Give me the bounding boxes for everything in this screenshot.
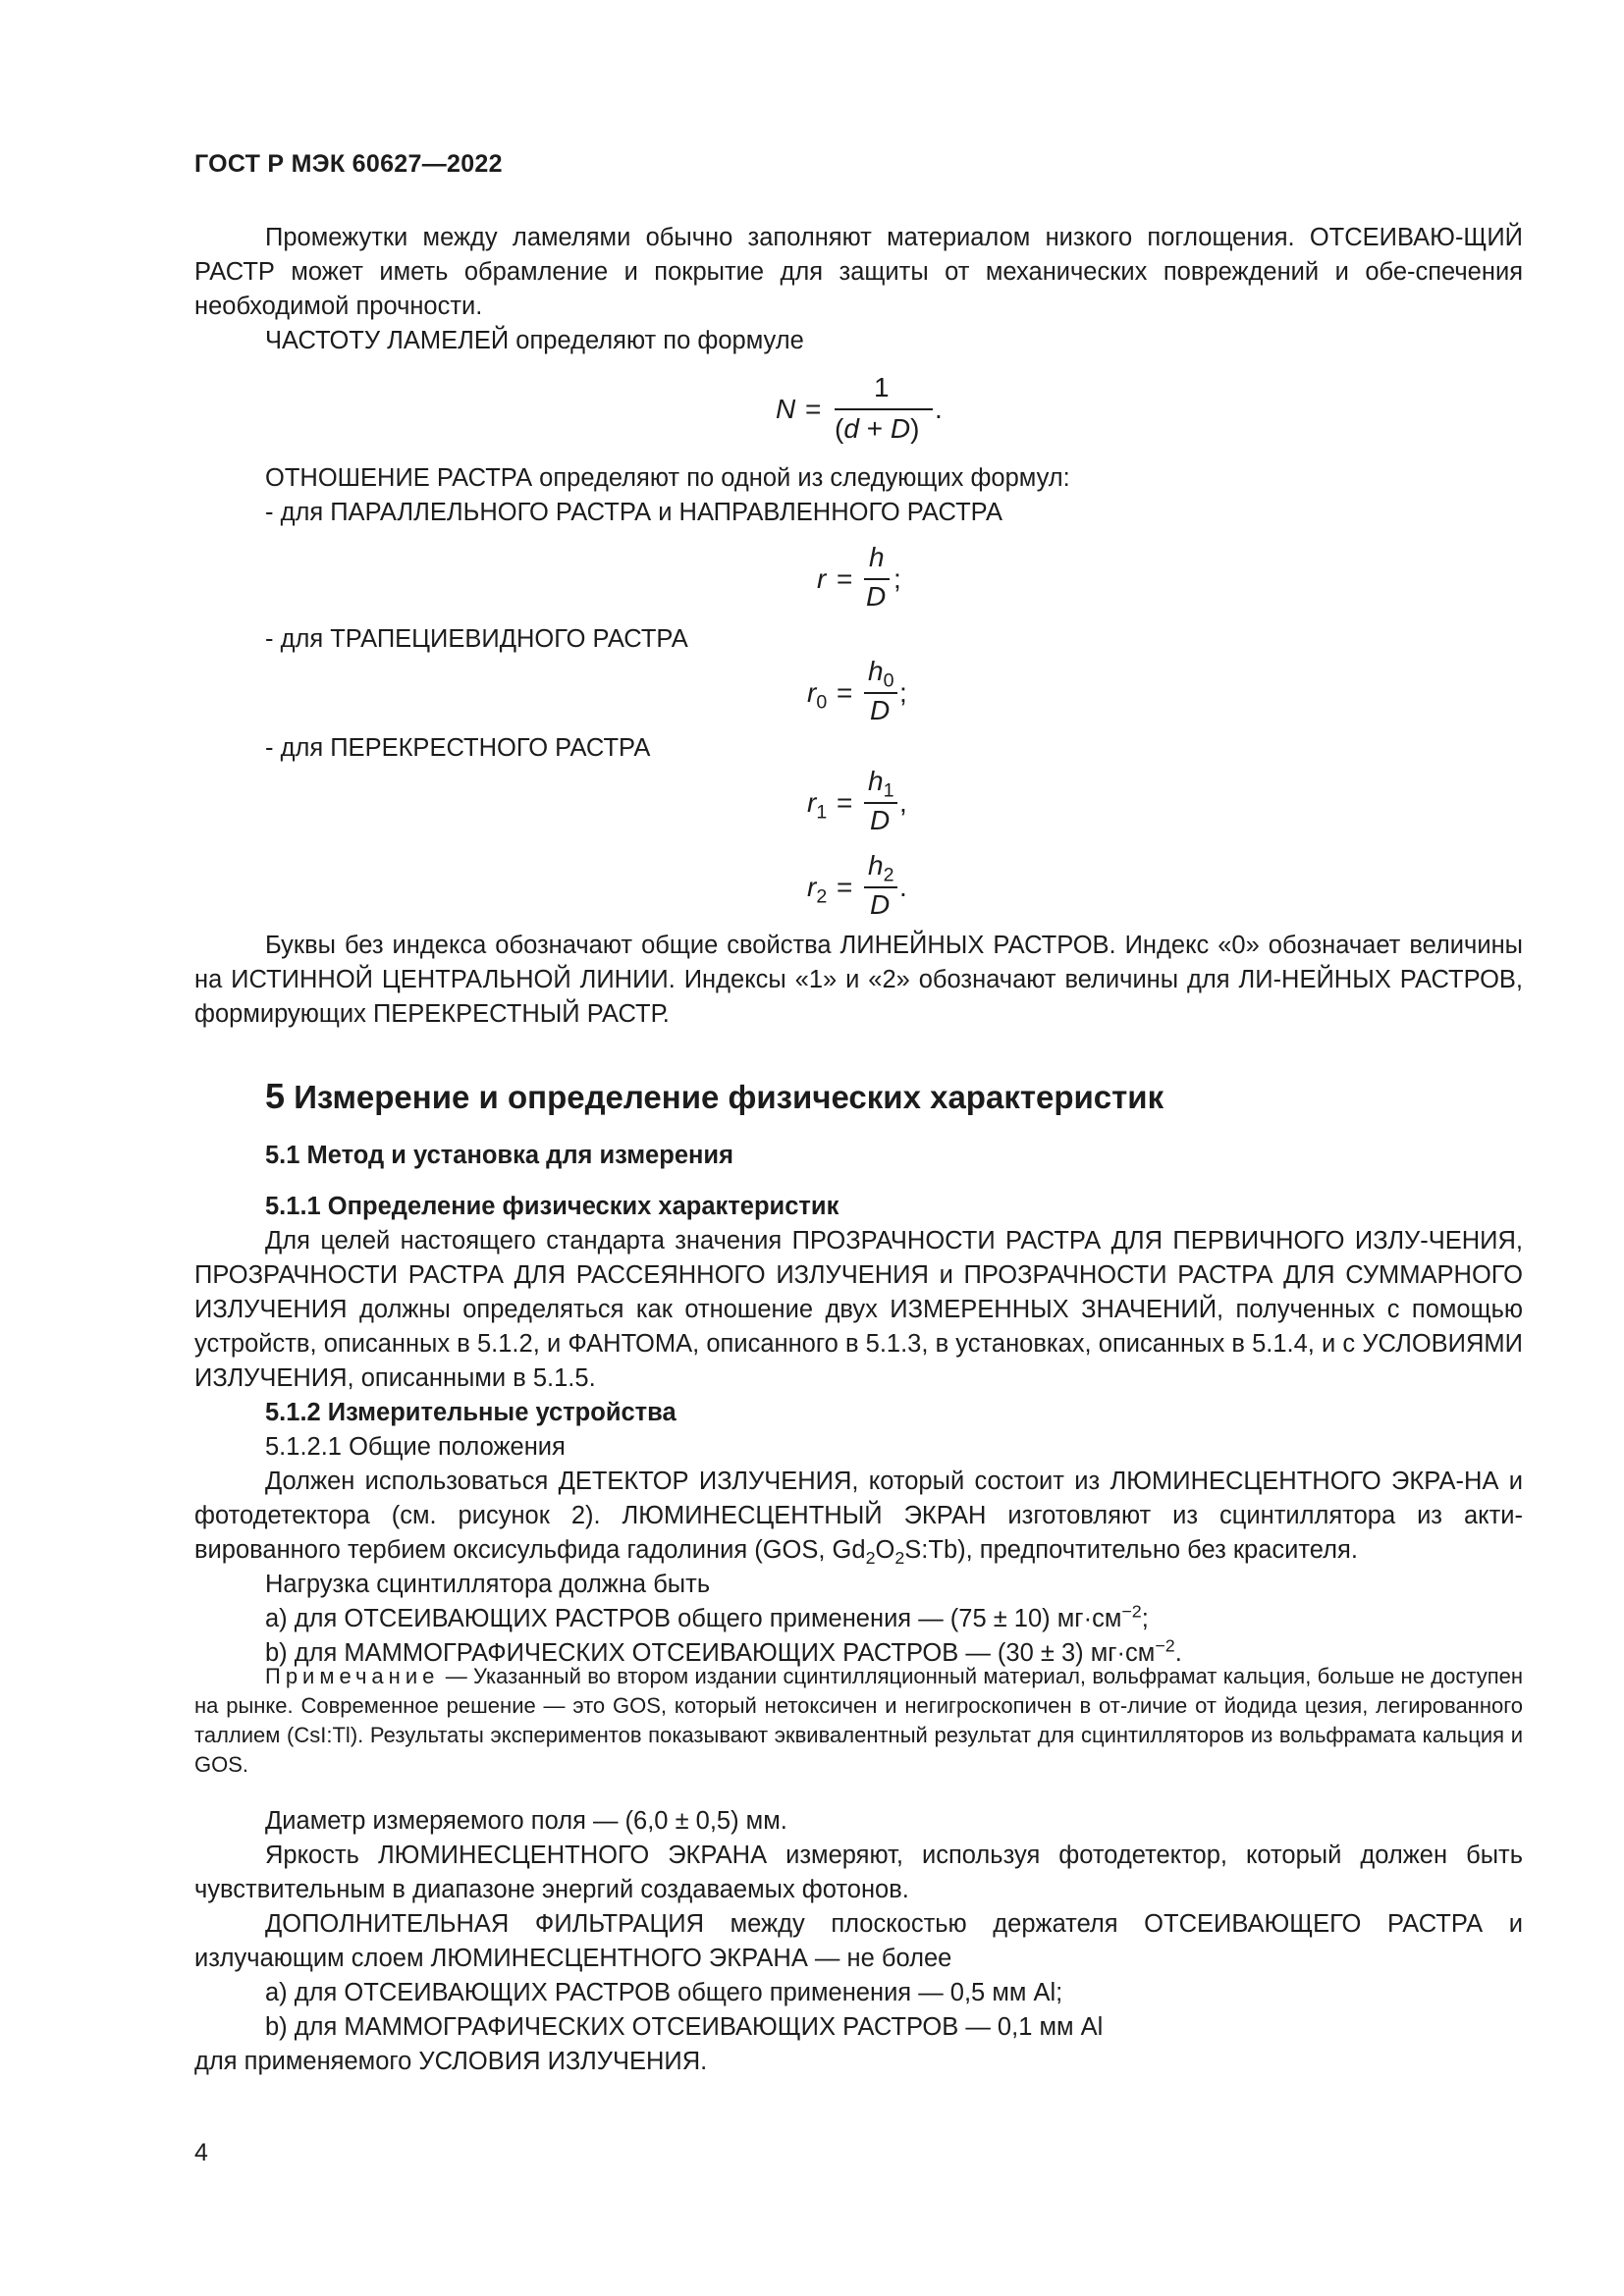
formula-r-lhs: r bbox=[817, 563, 827, 594]
formula-r1-lhs-sub: 1 bbox=[816, 801, 828, 824]
formula-r0-numerator: h bbox=[868, 656, 884, 686]
formula-grid-ratio-0 bbox=[807, 656, 925, 734]
paragraph-additional-filtration: ДОПОЛНИТЕЛЬНАЯ ФИЛЬТРАЦИЯ между плоскостью держателя ОТСЕИВАЮЩЕГО РАСТРА и излучающим слоем ЛЮМИНЕСЦЕНТНОГО ЭКРАНА — не более bbox=[194, 1910, 1523, 1972]
formula-n-denominator: (d + D) bbox=[835, 413, 920, 444]
formula-n-end: . bbox=[935, 394, 943, 424]
formula-r1-end: , bbox=[899, 787, 907, 818]
formula-r0-lhs: r bbox=[807, 677, 817, 708]
formula-r2-numerator: h bbox=[868, 850, 884, 881]
formula-r2-lhs-sub: 2 bbox=[816, 885, 828, 908]
formula-r-numerator: h bbox=[869, 542, 885, 572]
section-5-title: Измерение и определение физических характеристик bbox=[294, 1079, 1164, 1115]
formula-r1-numerator-sub: 1 bbox=[883, 779, 894, 802]
paragraph-scintillator-load: Нагрузка сцинтиллятора должна быть bbox=[265, 1571, 711, 1598]
section-5-1-2-heading: 5.1.2 Измерительные устройства bbox=[265, 1399, 677, 1426]
section-5-1-1-block bbox=[194, 1190, 1523, 1671]
formula-grid-ratio-2 bbox=[807, 850, 925, 929]
note-text: — Указанный во втором издании сцинтилляционный материал, вольфрамат кальция, больше не доступен на рынке. Современное решение — это GOS, который нетоксичен и негигроскопичен в от-личие от йодида цезия, легированного таллием (CsI:Tl). Результаты экспериментов показывают эквивалентный результат для сцинтилляторов из вольфрамата кальция и GOS. bbox=[194, 1664, 1523, 1777]
running-header: ГОСТ Р МЭК 60627—2022 bbox=[194, 150, 503, 178]
formula-r1-denominator: D bbox=[870, 805, 891, 835]
grid-ratio-block bbox=[194, 461, 1523, 530]
note-block bbox=[194, 1662, 1523, 1780]
formula-r1-lhs: r bbox=[807, 787, 817, 818]
paragraph-radiation-condition: для применяемого УСЛОВИЯ ИЗЛУЧЕНИЯ. bbox=[194, 2048, 708, 2075]
note-paragraph bbox=[194, 1662, 1523, 1780]
list-item-parallel-grid: - для ПАРАЛЛЕЛЬНОГО РАСТРА и НАПРАВЛЕННОГО РАСТРА bbox=[265, 499, 1002, 526]
cross-label-block bbox=[194, 731, 1523, 766]
paragraph-index-meaning: Буквы без индекса обозначают общие свойства ЛИНЕЙНЫХ РАСТРОВ. Индекс «0» обозначает величины на ИСТИННОЙ ЦЕНТРАЛЬНОЙ ЛИНИИ. Индексы «1» и «2» обозначают величины для ЛИ-НЕЙНЫХ РАСТРОВ, формирующих ПЕРЕКРЕСТНЫЙ РАСТР. bbox=[194, 932, 1523, 1028]
paragraph-grid-ratio: ОТНОШЕНИЕ РАСТРА определяют по одной из следующих формул: bbox=[265, 464, 1070, 492]
paragraph-field-diameter: Диаметр измеряемого поля — (6,0 ± 0,5) мм. bbox=[265, 1807, 787, 1835]
list-item-filtration-mammography: b) для МАММОГРАФИЧЕСКИХ ОТСЕИВАЮЩИХ РАСТРОВ — 0,1 мм Al bbox=[265, 2013, 1104, 2041]
formula-r0-lhs-sub: 0 bbox=[816, 691, 828, 714]
list-item-filtration-general: a) для ОТСЕИВАЮЩИХ РАСТРОВ общего применения — 0,5 мм Al; bbox=[265, 1979, 1063, 2006]
list-item-cross-grid: - для ПЕРЕКРЕСТНОГО РАСТРА bbox=[265, 734, 651, 762]
section-5-1-heading-block bbox=[194, 1139, 1523, 1173]
list-item-load-mammography: b) для МАММОГРАФИЧЕСКИХ ОТСЕИВАЮЩИХ РАСТРОВ — (30 ± 3) $мг\cdot см^{-2}$. bbox=[265, 1635, 1182, 1667]
formula-r2-numerator-sub: 2 bbox=[883, 864, 894, 886]
formula-r-end: ; bbox=[893, 563, 901, 594]
fraction-bar bbox=[864, 692, 897, 694]
formula-r0-denominator: D bbox=[870, 695, 891, 725]
formula-r-equals: = bbox=[837, 563, 853, 594]
formula-r0-end: ; bbox=[899, 677, 907, 708]
formula-r1-numerator: h bbox=[868, 766, 884, 796]
section-5-number: 5 bbox=[265, 1076, 286, 1116]
paragraph-lamellae-gaps: Промежутки между ламелями обычно заполняют материалом низкого поглощения. ОТСЕИВАЮ-ЩИЙ РАСТР может иметь обрамление и покрытие для защиты от механических повреждений и обе-спечения необходимой прочности. bbox=[194, 224, 1523, 320]
formula-grid-ratio bbox=[817, 542, 915, 620]
formula-r1-equals: = bbox=[837, 787, 853, 818]
paragraph-physical-characteristics: Для целей настоящего стандарта значения ПРОЗРАЧНОСТИ РАСТРА ДЛЯ ПЕРВИЧНОГО ИЗЛУ-ЧЕНИЯ, ПРОЗРАЧНОСТИ РАСТРА ДЛЯ РАССЕЯННОГО ИЗЛУЧЕНИЯ и ПРОЗРАЧНОСТИ РАСТРА ДЛЯ СУММАРНОГО ИЗЛУЧЕНИЯ должны определяться как отношение двух ИЗМЕРЕННЫХ ЗНАЧЕНИЙ, полученных с помощью устройств, описанных в 5.1.2, и ФАНТОМА, описанного в 5.1.3, в установках, описанных в 5.1.4, и с УСЛОВИЯМИ ИЗЛУЧЕНИЯ, описанными в 5.1.5. bbox=[194, 1227, 1523, 1392]
fraction-bar bbox=[864, 578, 890, 580]
paragraph-lamellae-frequency: ЧАСТОТУ ЛАМЕЛЕЙ определяют по формуле bbox=[265, 327, 804, 354]
formula-lamella-frequency bbox=[776, 372, 952, 454]
formula-r2-equals: = bbox=[837, 872, 853, 902]
formula-n-lhs: N bbox=[776, 394, 796, 424]
intro-block bbox=[194, 221, 1523, 358]
trapezoid-label-block bbox=[194, 622, 1523, 657]
formula-r2-lhs: r bbox=[807, 872, 817, 902]
formula-r0-equals: = bbox=[837, 677, 853, 708]
list-item-trapezoid-grid: - для ТРАПЕЦИЕВИДНОГО РАСТРА bbox=[265, 625, 688, 653]
formula-n-equals: = bbox=[805, 394, 822, 424]
formula-r-denominator: D bbox=[866, 581, 887, 612]
page-number: 4 bbox=[194, 2139, 208, 2166]
section-5-1-2-1-heading: 5.1.2.1 Общие положения bbox=[265, 1433, 566, 1461]
section-5-1-heading: 5.1 Метод и установка для измерения bbox=[265, 1142, 733, 1169]
paragraph-radiation-detector: Должен использоваться ДЕТЕКТОР ИЗЛУЧЕНИЯ, который состоит из ЛЮМИНЕСЦЕНТНОГО ЭКРА-НА и фотодетектора (см. рисунок 2). ЛЮМИНЕСЦЕНТНЫЙ ЭКРАН изготовляют из сцинтиллятора из акти-вированного тербием оксисульфида гадолиния (GOS, $Gd_2O_2S:Tb$), предпочтительно без красителя. bbox=[194, 1468, 1523, 1569]
note-label: Примечание bbox=[265, 1664, 440, 1688]
formula-r0-numerator-sub: 0 bbox=[883, 669, 894, 692]
index-explanation-block bbox=[194, 929, 1523, 1032]
fraction-bar bbox=[864, 802, 897, 804]
section-5-heading bbox=[194, 1077, 1523, 1117]
paragraph-screen-brightness: Яркость ЛЮМИНЕСЦЕНТНОГО ЭКРАНА измеряют, используя фотодетектор, который должен быть чувствительным в диапазоне энергий создаваемых фотонов. bbox=[194, 1842, 1523, 1903]
section-5-1-1-heading: 5.1.1 Определение физических характеристик bbox=[265, 1193, 839, 1220]
fraction-bar bbox=[864, 886, 897, 888]
closing-block bbox=[194, 1804, 1523, 2079]
fraction-bar bbox=[835, 408, 933, 410]
formula-grid-ratio-1 bbox=[807, 766, 925, 844]
list-item-load-general: a) для ОТСЕИВАЮЩИХ РАСТРОВ общего применения — (75 ± 10) $мг\cdot см^{-2}$; bbox=[265, 1601, 1149, 1632]
formula-n-numerator: 1 bbox=[874, 372, 890, 402]
section-5-heading-block bbox=[194, 1077, 1523, 1117]
formula-r2-end: . bbox=[899, 872, 907, 902]
formula-r2-denominator: D bbox=[870, 889, 891, 920]
